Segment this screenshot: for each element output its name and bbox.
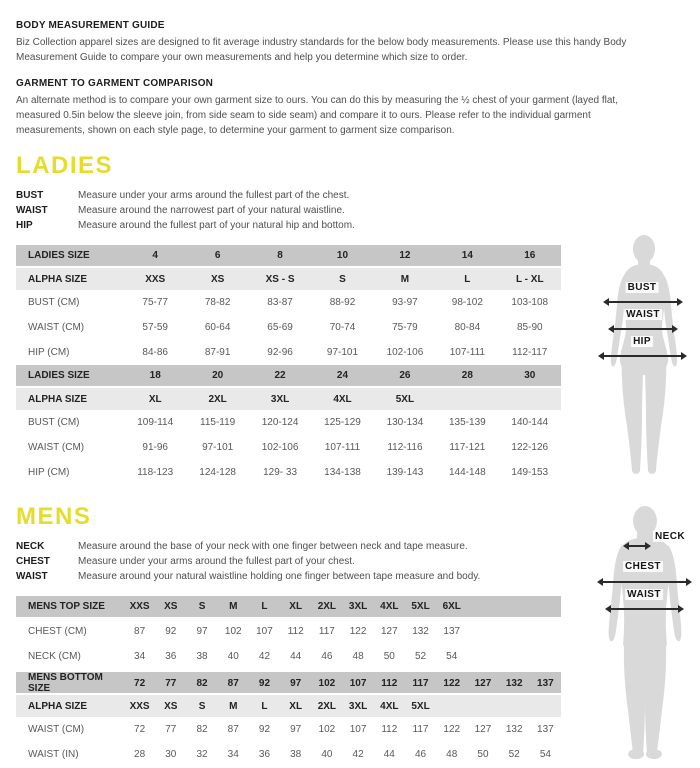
mens-size-tables (16, 596, 561, 767)
table-cell: 30 (165, 749, 177, 760)
figure-waist-label: WAIST (627, 589, 661, 600)
table-cell: 46 (414, 749, 427, 760)
table-cell: 42 (258, 651, 271, 662)
ladies-alpha-size-row (16, 268, 561, 290)
table-cell: 97-101 (326, 347, 359, 358)
table-cell: 92 (165, 626, 177, 637)
table-cell: 124-128 (199, 467, 236, 478)
ladies-heading: LADIES (16, 152, 114, 179)
table-cell: 18 (149, 370, 161, 381)
table-cell: 93-97 (392, 297, 418, 308)
page-title: BODY MEASUREMENT GUIDE (16, 20, 165, 31)
table-cell: 91-96 (142, 442, 168, 453)
table-cell: 36 (165, 651, 177, 662)
table-cell: 112-116 (387, 442, 423, 453)
table-cell: L (261, 601, 268, 612)
table-cell: 12 (399, 250, 411, 261)
table-cell: 4XL (380, 700, 399, 712)
table-cell: 112 (381, 677, 398, 689)
row-label: WAIST (CM) (28, 724, 85, 735)
definition-text: Measure under your arms around the fullest part of the chest. (78, 190, 350, 201)
table-cell: 4XL (333, 393, 352, 405)
table-cell: 103-108 (511, 297, 549, 308)
table-cell: 85-90 (516, 322, 543, 333)
table-cell: 48 (352, 651, 364, 662)
table-cell: XXS (129, 700, 150, 712)
ladies-definitions (16, 188, 700, 233)
mens-waist-in-row (16, 742, 561, 767)
table-cell: 4XL (380, 601, 399, 612)
table-cell: 115-119 (200, 417, 236, 428)
row-label: WAIST (CM) (28, 322, 85, 333)
mens-alpha-size-row (16, 695, 561, 717)
table-cell: 82 (196, 677, 208, 689)
table-cell: 102-106 (261, 442, 299, 453)
table-cell: XS (164, 700, 178, 712)
table-cell: 28 (134, 749, 146, 760)
table-cell: L (464, 273, 471, 285)
table-cell: 107 (256, 626, 273, 637)
figure-neck-label: NECK (655, 531, 685, 542)
comparison-paragraph: An alternate method is to compare your own garment size to ours. You can do this by measuring the ½ chest of your garment (layed flat, measured 0.5in below the sleeve join, from side seam to side seam) and compare it to ours. Please refer to the individual garment measurements, shown on each style page, to determine your garment to garment size comparison. (16, 95, 618, 136)
row-label: ALPHA SIZE (28, 700, 88, 712)
table-cell: 135-139 (449, 417, 486, 428)
table-cell: 137 (537, 677, 554, 689)
table-cell: 48 (446, 749, 458, 760)
table-cell: 44 (383, 749, 395, 760)
table-cell: S (339, 273, 346, 285)
definition-term: HIP (16, 220, 33, 231)
table-cell: 137 (537, 724, 554, 735)
ladies-bust-row (16, 290, 561, 315)
table-cell: 122 (443, 677, 461, 689)
mens-figure (590, 505, 700, 763)
table-cell: M (229, 601, 238, 612)
table-cell: 117 (318, 626, 335, 637)
table-cell: 77 (165, 677, 177, 689)
table-cell: 72 (134, 724, 146, 735)
table-cell: 97-101 (202, 442, 234, 453)
table-cell: 137 (443, 626, 461, 637)
table-cell: 144-148 (449, 467, 486, 478)
table-cell: 117 (412, 677, 429, 689)
table-cell: 127 (474, 724, 492, 735)
figure-waist-label: WAIST (626, 309, 660, 320)
table-cell: 40 (227, 651, 239, 662)
table-cell: 50 (383, 651, 395, 662)
table-cell: 107-111 (324, 442, 361, 453)
table-cell: 34 (134, 651, 146, 662)
table-cell: XXS (145, 273, 166, 285)
definition-row (16, 188, 700, 203)
table-cell: 6XL (442, 601, 461, 612)
table-cell: L - XL (515, 273, 544, 285)
figure-hip-label: HIP (633, 336, 651, 347)
row-label: WAIST (CM) (28, 442, 85, 453)
definition-row (16, 203, 700, 218)
mens-heading: MENS (16, 503, 92, 530)
table-cell: 75-77 (142, 297, 168, 308)
ladies-bust-row-2 (16, 410, 561, 435)
neck-measure-arrow-icon (625, 545, 649, 547)
table-cell: 139-143 (386, 467, 424, 478)
definition-term: WAIST (16, 205, 48, 216)
row-label: CHEST (CM) (28, 626, 87, 637)
table-cell: 112-117 (512, 347, 548, 358)
mens-section (16, 503, 700, 767)
table-cell: 87 (227, 724, 239, 735)
table-cell: 122-126 (511, 442, 549, 453)
table-cell: 3XL (348, 700, 368, 712)
table-cell: 70-74 (329, 322, 356, 333)
table-cell: 78-82 (204, 297, 231, 308)
table-cell: 5XL (395, 393, 415, 405)
table-cell: XS - S (265, 273, 295, 285)
table-cell: 92-96 (267, 347, 293, 358)
table-cell: 65-69 (267, 322, 293, 333)
comparison-title: GARMENT TO GARMENT COMPARISON (16, 78, 214, 89)
table-cell: 109-114 (137, 417, 174, 428)
row-label: NECK (CM) (28, 651, 81, 662)
table-cell: 2XL (208, 393, 227, 405)
mens-bottom-size-header-row (16, 672, 561, 693)
table-cell: 130-134 (386, 417, 424, 428)
table-cell: 26 (399, 370, 411, 381)
table-cell: 30 (524, 370, 536, 381)
table-cell: 20 (212, 370, 224, 381)
definition-text: Measure around the narrowest part of your natural waistline. (78, 205, 345, 216)
table-cell: XS (210, 273, 225, 285)
waist-measure-arrow-icon (610, 328, 676, 330)
table-cell: 75-79 (392, 322, 418, 333)
ladies-alpha-size-row-2 (16, 388, 561, 410)
table-cell: 38 (196, 651, 208, 662)
table-cell: 72 (134, 677, 146, 689)
row-label: LADIES SIZE (28, 370, 90, 381)
table-cell: 118-123 (137, 467, 174, 478)
definition-text: Measure around the fullest part of your natural hip and bottom. (78, 220, 355, 231)
row-label: ALPHA SIZE (28, 273, 88, 285)
table-cell: 149-153 (511, 467, 549, 478)
table-cell: 97 (196, 626, 208, 637)
table-cell: 98-102 (451, 297, 483, 308)
definition-term: NECK (16, 541, 45, 552)
table-cell: 107-111 (449, 347, 485, 358)
mens-top-size-header-row (16, 596, 561, 617)
table-cell: 127 (380, 626, 398, 637)
table-cell: XL (289, 601, 303, 612)
table-cell: 3XL (348, 601, 368, 612)
hip-measure-arrow-icon (600, 355, 685, 357)
table-cell: 132 (505, 677, 523, 689)
table-cell: 134-138 (324, 467, 361, 478)
table-cell: 102 (318, 677, 336, 689)
table-cell: 34 (227, 749, 239, 760)
table-cell: 54 (539, 749, 551, 760)
table-cell: 132 (412, 626, 429, 637)
table-cell: 28 (461, 370, 473, 381)
table-cell: 2XL (317, 601, 337, 612)
ladies-waist-row (16, 315, 561, 340)
ladies-figure (590, 234, 700, 479)
table-cell: 140-144 (511, 417, 549, 428)
row-label: MENS TOP SIZE (28, 601, 105, 612)
figure-bust-label: BUST (627, 282, 657, 293)
ladies-hip-row (16, 340, 561, 365)
table-cell: 10 (336, 250, 349, 261)
definition-term: CHEST (16, 556, 50, 567)
table-cell: 92 (258, 724, 271, 735)
row-label: WAIST (IN) (28, 749, 79, 760)
table-cell: 52 (414, 651, 427, 662)
row-label: BUST (CM) (28, 417, 80, 428)
row-label: BUST (CM) (28, 297, 80, 308)
ladies-size-header-row (16, 245, 561, 266)
table-cell: S (198, 601, 206, 612)
table-cell: 87 (227, 677, 239, 689)
row-label: ALPHA SIZE (28, 393, 88, 405)
table-cell: 77 (165, 724, 177, 735)
table-cell: 84-86 (142, 347, 168, 358)
ladies-hip-row-2 (16, 460, 561, 485)
table-cell: S (198, 700, 206, 712)
table-cell: 107 (349, 724, 367, 735)
table-cell: 97 (290, 677, 302, 689)
definition-term: BUST (16, 190, 44, 201)
mens-chest-row (16, 619, 561, 644)
table-cell: 102 (224, 626, 242, 637)
table-cell: 120-124 (261, 417, 299, 428)
table-cell: XXS (129, 601, 150, 612)
table-cell: XL (148, 393, 162, 405)
table-cell: 92 (258, 677, 271, 689)
table-cell: 127 (474, 677, 492, 689)
table-cell: 42 (352, 749, 364, 760)
bust-measure-arrow-icon (605, 301, 681, 303)
table-cell: 97 (290, 724, 302, 735)
ladies-section (16, 152, 700, 485)
ladies-size-tables (16, 245, 561, 485)
mens-neck-row (16, 644, 561, 669)
table-cell: 60-64 (204, 322, 231, 333)
table-cell: XL (289, 700, 303, 712)
table-cell: 82 (196, 724, 208, 735)
table-cell: 38 (290, 749, 302, 760)
table-cell: 54 (446, 651, 458, 662)
definition-text: Measure under your arms around the fullest part of your chest. (78, 556, 355, 567)
row-label: HIP (CM) (28, 347, 70, 358)
table-cell: 24 (336, 370, 349, 381)
table-cell: 102-106 (386, 347, 424, 358)
table-cell: 52 (508, 749, 520, 760)
table-cell: 83-87 (267, 297, 293, 308)
table-cell: 125-129 (324, 417, 361, 428)
table-cell: L (261, 700, 268, 712)
row-label: HIP (CM) (28, 467, 70, 478)
row-label: LADIES SIZE (28, 250, 90, 261)
table-cell: 88-92 (329, 297, 356, 308)
table-cell: 102 (318, 724, 336, 735)
ladies-size-header-row-2 (16, 365, 561, 386)
table-cell: 14 (461, 250, 473, 261)
table-cell: 44 (290, 651, 302, 662)
table-cell: 122 (443, 724, 461, 735)
table-cell: 50 (477, 749, 489, 760)
definition-text: Measure around your natural waistline holding one finger between tape measure and body. (78, 571, 481, 582)
table-cell: 117-121 (449, 442, 486, 453)
table-cell: 8 (277, 250, 283, 261)
table-cell: 107 (349, 677, 367, 689)
table-cell: 5XL (411, 601, 430, 612)
mens-waist-cm-row (16, 717, 561, 742)
table-cell: 16 (524, 250, 536, 261)
table-cell: 87 (134, 626, 146, 637)
table-cell: XS (164, 601, 178, 612)
table-cell: 87-91 (204, 347, 231, 358)
table-cell: 32 (196, 749, 208, 760)
table-cell: 46 (321, 651, 333, 662)
table-cell: 40 (321, 749, 333, 760)
table-cell: 4 (152, 250, 158, 261)
table-cell: 112 (287, 626, 304, 637)
table-cell: 22 (274, 370, 286, 381)
table-cell: 36 (258, 749, 271, 760)
table-cell: 3XL (270, 393, 290, 405)
table-cell: 57-59 (142, 322, 168, 333)
table-cell: 112 (381, 724, 398, 735)
intro-paragraph: Biz Collection apparel sizes are designed to fit average industry standards for the below body measurements. Please use this handy Body Measurement Guide to compare your own measurements and help you determine which size to order. (16, 37, 627, 63)
row-label: MENS BOTTOM SIZE (28, 672, 103, 694)
table-cell: 117 (412, 724, 429, 735)
table-cell: 5XL (411, 700, 430, 712)
table-cell: 132 (505, 724, 523, 735)
waist-measure-arrow-icon (607, 608, 682, 610)
table-cell: 129- 33 (263, 467, 298, 478)
definition-text: Measure around the base of your neck with one finger between neck and tape measure. (78, 541, 468, 552)
figure-chest-label: CHEST (625, 561, 661, 572)
chest-measure-arrow-icon (599, 581, 690, 583)
ladies-waist-row-2 (16, 435, 561, 460)
table-cell: 122 (349, 626, 367, 637)
definition-term: WAIST (16, 571, 48, 582)
definition-row (16, 218, 700, 233)
table-cell: 2XL (317, 700, 337, 712)
table-cell: M (400, 273, 410, 285)
table-cell: 80-84 (454, 322, 481, 333)
table-cell: 6 (214, 250, 221, 261)
table-cell: M (229, 700, 238, 712)
